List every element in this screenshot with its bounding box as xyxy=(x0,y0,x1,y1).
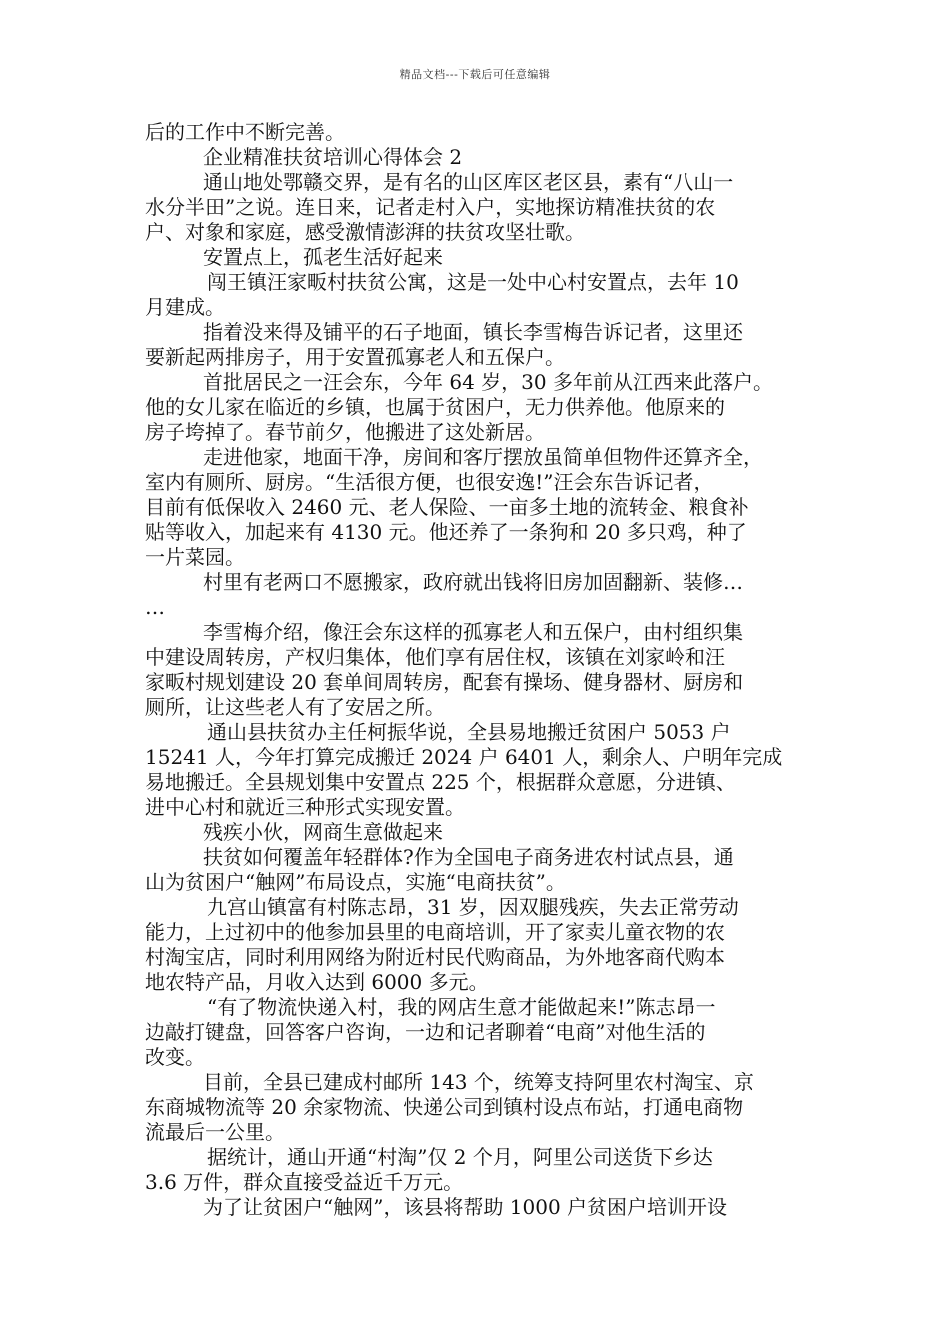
text-line: 目前有低保收入 2460 元、老人保险、一亩多土地的流转金、粮食补 xyxy=(145,495,749,519)
text-line: 进中心村和就近三种形式实现安置。 xyxy=(145,795,465,819)
text-line: 山为贫困户“触网”布局设点，实施“电商扶贫”。 xyxy=(145,870,566,894)
text-line: 流最后一公里。 xyxy=(145,1120,285,1144)
document-body xyxy=(145,120,805,1220)
text-line: 易地搬迁。全县规划集中安置点 225 个，根据群众意愿，分进镇、 xyxy=(145,770,736,794)
text-line: 15241 人，今年打算完成搬迁 2024 户 6401 人，剩余人、户明年完成 xyxy=(145,745,783,769)
text-line: 地农特产品，月收入达到 6000 多元。 xyxy=(145,970,489,994)
text-line: 安置点上，孤老生活好起来 xyxy=(203,245,443,269)
text-line: 村里有老两口不愿搬家，政府就出钱将旧房加固翻新、装修… xyxy=(203,570,743,594)
text-line: 目前，全县已建成村邮所 143 个，统筹支持阿里农村淘宝、京 xyxy=(203,1070,754,1094)
text-line: 户、对象和家庭，感受激情澎湃的扶贫攻坚壮歌。 xyxy=(145,220,585,244)
text-line: 月建成。 xyxy=(145,295,225,319)
text-line: 企业精准扶贫培训心得体会 2 xyxy=(203,145,463,169)
text-line: 家畈村规划建设 20 套单间周转房，配套有操场、健身器材、厨房和 xyxy=(145,670,744,694)
text-line: 中建设周转房，产权归集体，他们享有居住权，该镇在刘家岭和汪 xyxy=(145,645,725,669)
text-line: 扶贫如何覆盖年轻群体?作为全国电子商务进农村试点县，通 xyxy=(203,845,734,869)
text-line: 李雪梅介绍，像汪会东这样的孤寡老人和五保户，由村组织集 xyxy=(203,620,743,644)
text-line: 他的女儿家在临近的乡镇，也属于贫困户，无力供养他。他原来的 xyxy=(145,395,725,419)
text-line: 后的工作中不断完善。 xyxy=(145,120,345,144)
text-line: 室内有厕所、厨房。“生活很方便，也很安逸!”汪会东告诉记者， xyxy=(145,470,714,494)
text-line: 贴等收入，加起来有 4130 元。他还养了一条狗和 20 多只鸡，种了 xyxy=(145,520,747,544)
text-line: “有了物流快递入村，我的网店生意才能做起来!”陈志昂一 xyxy=(207,995,716,1019)
text-line: 九宫山镇富有村陈志昂，31 岁，因双腿残疾，失去正常劳动 xyxy=(207,895,739,919)
text-line: 边敲打键盘，回答客户咨询，一边和记者聊着“电商”对他生活的 xyxy=(145,1020,706,1044)
text-line: 东商城物流等 20 余家物流、快递公司到镇村设点布站，打通电商物 xyxy=(145,1095,744,1119)
text-line: 指着没来得及铺平的石子地面，镇长李雪梅告诉记者，这里还 xyxy=(203,320,743,344)
text-line: 为了让贫困户“触网”，该县将帮助 1000 户贫困户培训开设 xyxy=(203,1195,728,1219)
text-line: 能力，上过初中的他参加县里的电商培训，开了家卖儿童衣物的农 xyxy=(145,920,725,944)
text-line: 残疾小伙，网商生意做起来 xyxy=(203,820,443,844)
text-line: 一片菜园。 xyxy=(145,545,245,569)
text-line: … xyxy=(145,595,165,619)
text-line: 通山县扶贫办主任柯振华说，全县易地搬迁贫困户 5053 户 xyxy=(207,720,731,744)
text-line: 房子垮掉了。春节前夕，他搬进了这处新居。 xyxy=(145,420,545,444)
text-line: 走进他家，地面干净，房间和客厅摆放虽简单但物件还算齐全， xyxy=(203,445,763,469)
page-header: 精品文档---下载后可任意编辑 xyxy=(399,68,551,81)
text-line: 厕所，让这些老人有了安居之所。 xyxy=(145,695,445,719)
text-line: 通山地处鄂赣交界，是有名的山区库区老区县，素有“八山一 xyxy=(203,170,734,194)
text-line: 据统计，通山开通“村淘”仅 2 个月，阿里公司送货下乡达 xyxy=(207,1145,713,1169)
text-line: 首批居民之一汪会东，今年 64 岁，30 多年前从江西来此落户。 xyxy=(203,370,773,394)
text-line: 水分半田”之说。连日来，记者走村入户，实地探访精准扶贫的农 xyxy=(145,195,716,219)
text-line: 3.6 万件，群众直接受益近千万元。 xyxy=(145,1170,464,1194)
text-line: 村淘宝店，同时利用网络为附近村民代购商品，为外地客商代购本 xyxy=(145,945,725,969)
text-line: 要新起两排房子，用于安置孤寡老人和五保户。 xyxy=(145,345,565,369)
text-line: 改变。 xyxy=(145,1045,205,1069)
text-line: 闯王镇汪家畈村扶贫公寓，这是一处中心村安置点，去年 10 xyxy=(207,270,739,294)
